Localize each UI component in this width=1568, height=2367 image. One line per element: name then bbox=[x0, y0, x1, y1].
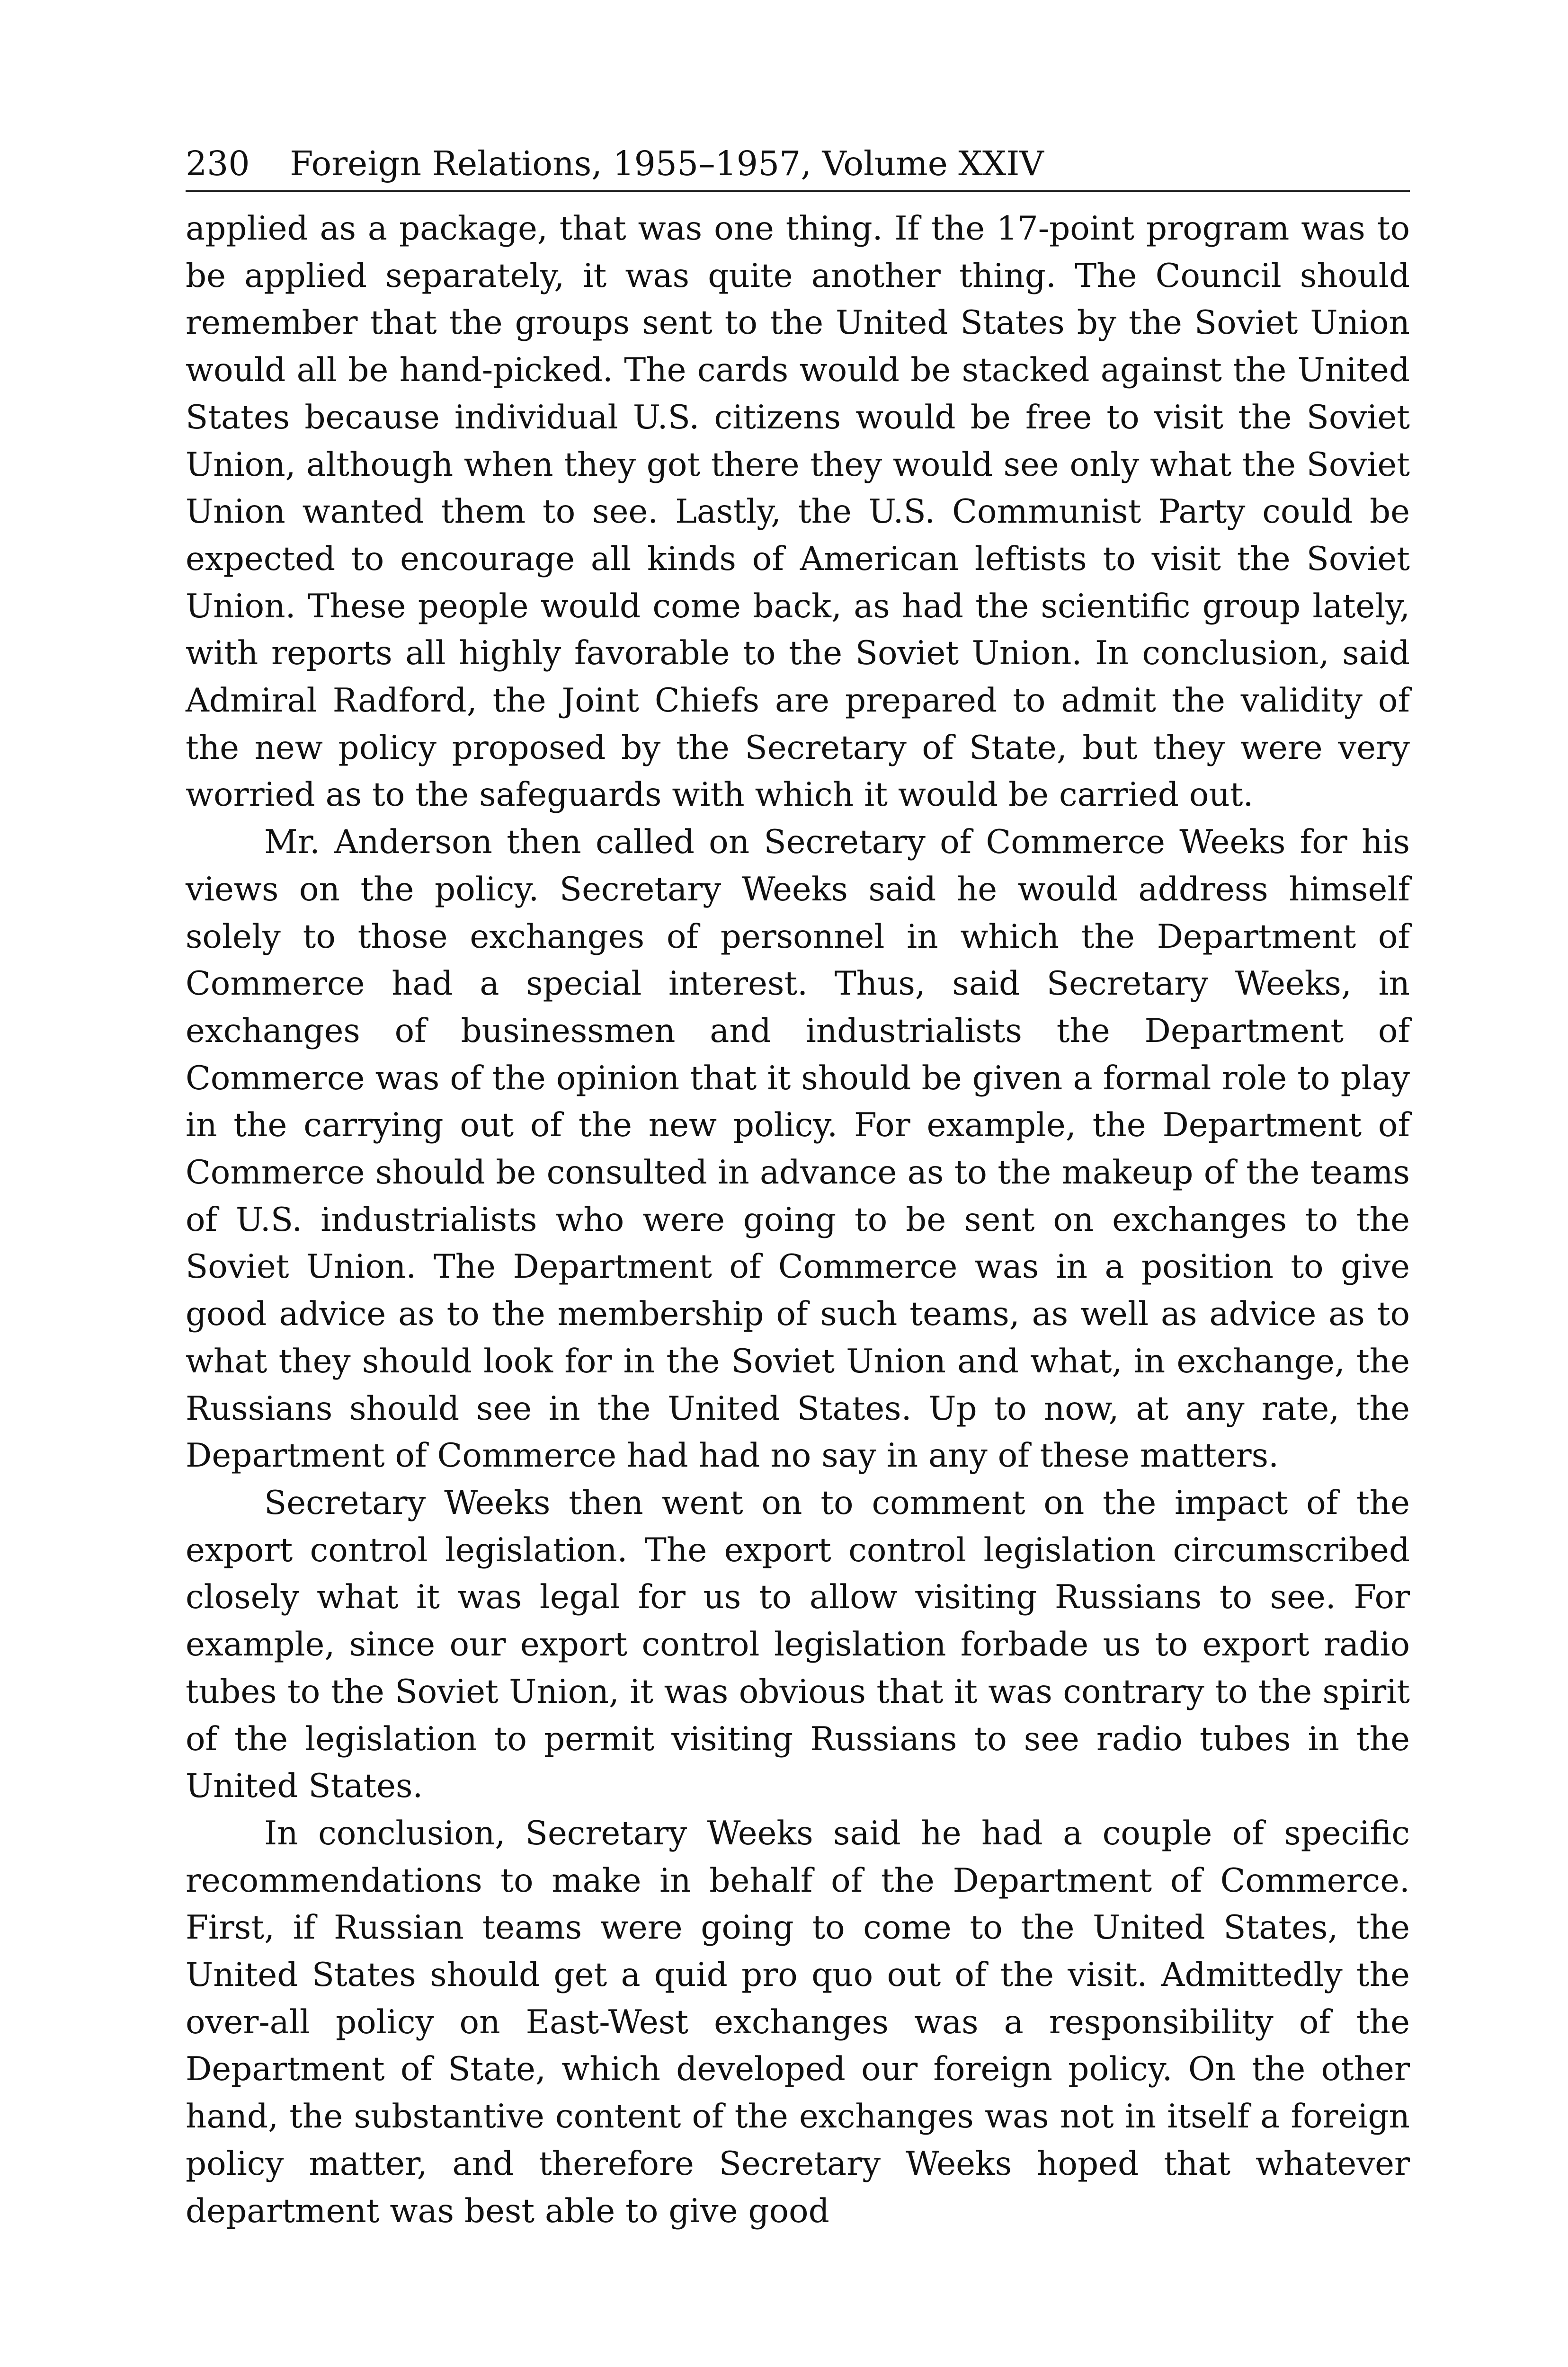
book-page bbox=[186, 137, 1410, 2235]
running-head bbox=[186, 137, 1410, 192]
body-text bbox=[186, 205, 1410, 2235]
paragraph-weeks-views: Mr. Anderson then called on Secretary of Commerce Weeks for his views on the policy. Secretary Weeks said he would address himself solely to those exchanges of personnel in which the Department of Commerce had a special interest. Thus, said Secretary Weeks, in exchanges of businessmen and industrialists the Department of Commerce was of the opinion that it should be given a formal role to play in the carrying out of the new policy. For example, the Department of Commerce should be consulted in advance as to the makeup of the teams of U.S. industrialists who were going to be sent on exchanges to the Soviet Union. The Department of Commerce was in a position to give good advice as to the membership of such teams, as well as advice as to what they should look for in the Soviet Union and what, in exchange, the Russians should see in the United States. Up to now, at any rate, the Department of Commerce had had no say in any of these matters. bbox=[186, 823, 1410, 1475]
running-title: Foreign Relations, 1955–1957, Volume XXIV bbox=[290, 144, 1044, 183]
page-number: 230 bbox=[186, 144, 250, 183]
paragraph-radford-conclusion: applied as a package, that was one thing. If the 17-point program was to be applied separately, it was quite another thing. The Council should remember that the groups sent to the United States by the Soviet Union would all be hand-picked. The cards would be stacked against the United States because individual U.S. citizens would be free to visit the Soviet Union, although when they got there they would see only what the Soviet Union wanted them to see. Lastly, the U.S. Communist Party could be expected to encourage all kinds of American leftists to visit the Soviet Union. These people would come back, as had the scientific group lately, with reports all highly favorable to the Soviet Union. In conclusion, said Admiral Radford, the Joint Chiefs are prepared to admit the validity of the new policy proposed by the Secretary of State, but they were very worried as to the safeguards with which it would be carried out. bbox=[186, 210, 1410, 814]
paragraph-weeks-recommendations: In conclusion, Secretary Weeks said he had a couple of specific recommendations to make in behalf of the Department of Commerce. First, if Russian teams were going to come to the United States, the United States should get a quid pro quo out of the visit. Admittedly the over-all policy on East-West exchanges was a responsibility of the Department of State, which developed our foreign policy. On the other hand, the substantive content of the exchanges was not in itself a foreign policy matter, and therefore Secretary Weeks hoped that whatever department was best able to give good bbox=[186, 1814, 1410, 2230]
paragraph-export-control: Secretary Weeks then went on to comment on the impact of the export control legislation. The export control legislation circumscribed closely what it was legal for us to allow visiting Russians to see. For example, since our export control legislation forbade us to export radio tubes to the Soviet Union, it was obvious that it was contrary to the spirit of the legislation to permit visiting Russians to see radio tubes in the United States. bbox=[186, 1484, 1410, 1806]
